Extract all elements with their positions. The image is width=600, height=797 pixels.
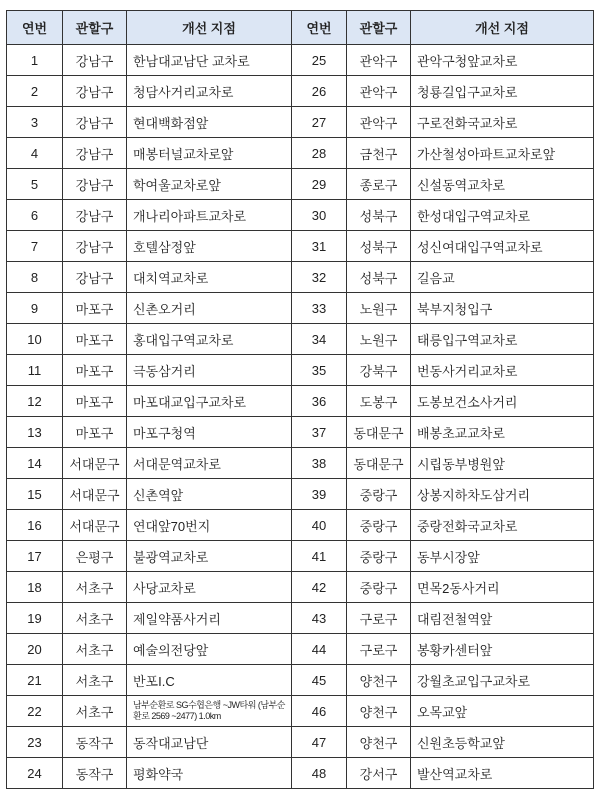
header-district: 관할구 xyxy=(347,11,411,45)
location-cell: 불광역교차로 xyxy=(127,541,292,572)
district-cell: 구로구 xyxy=(347,603,411,634)
row-number-cell: 12 xyxy=(7,386,63,417)
table-row xyxy=(7,231,594,262)
district-cell: 강남구 xyxy=(63,200,127,231)
row-number-cell: 31 xyxy=(292,231,347,262)
header-location: 개선 지점 xyxy=(411,11,594,45)
table-row xyxy=(7,386,594,417)
district-cell: 강남구 xyxy=(63,231,127,262)
table-row xyxy=(7,45,594,76)
table-row xyxy=(7,758,594,789)
district-cell: 동작구 xyxy=(63,727,127,758)
district-cell: 금천구 xyxy=(347,138,411,169)
location-cell: 번동사거리교차로 xyxy=(411,355,594,386)
table-row xyxy=(7,634,594,665)
row-number-cell: 18 xyxy=(7,572,63,603)
location-cell: 중랑전화국교차로 xyxy=(411,510,594,541)
district-cell: 양천구 xyxy=(347,665,411,696)
district-cell: 동대문구 xyxy=(347,417,411,448)
district-cell: 성북구 xyxy=(347,262,411,293)
table-row xyxy=(7,169,594,200)
header-number: 연번 xyxy=(7,11,63,45)
row-number-cell: 43 xyxy=(292,603,347,634)
row-number-cell: 15 xyxy=(7,479,63,510)
location-cell: 예술의전당앞 xyxy=(127,634,292,665)
location-cell: 청담사거리교차로 xyxy=(127,76,292,107)
district-cell: 강남구 xyxy=(63,45,127,76)
row-number-cell: 19 xyxy=(7,603,63,634)
table-row xyxy=(7,727,594,758)
table-row xyxy=(7,107,594,138)
district-cell: 서초구 xyxy=(63,665,127,696)
location-cell: 북부지청입구 xyxy=(411,293,594,324)
row-number-cell: 33 xyxy=(292,293,347,324)
district-cell: 노원구 xyxy=(347,293,411,324)
row-number-cell: 46 xyxy=(292,696,347,727)
row-number-cell: 35 xyxy=(292,355,347,386)
row-number-cell: 4 xyxy=(7,138,63,169)
row-number-cell: 26 xyxy=(292,76,347,107)
row-number-cell: 20 xyxy=(7,634,63,665)
location-cell: 가산철성아파트교차로앞 xyxy=(411,138,594,169)
district-cell: 서대문구 xyxy=(63,479,127,510)
location-cell: 면목2동사거리 xyxy=(411,572,594,603)
district-cell: 구로구 xyxy=(347,634,411,665)
row-number-cell: 32 xyxy=(292,262,347,293)
table-row xyxy=(7,200,594,231)
location-cell: 배봉초교교차로 xyxy=(411,417,594,448)
row-number-cell: 48 xyxy=(292,758,347,789)
district-cell: 서초구 xyxy=(63,696,127,727)
location-cell: 발산역교차로 xyxy=(411,758,594,789)
district-cell: 강남구 xyxy=(63,107,127,138)
table-row xyxy=(7,262,594,293)
location-cell: 서대문역교차로 xyxy=(127,448,292,479)
location-cell: 강월초교입구교차로 xyxy=(411,665,594,696)
district-cell: 마포구 xyxy=(63,324,127,355)
district-cell: 서초구 xyxy=(63,634,127,665)
location-cell: 길음교 xyxy=(411,262,594,293)
row-number-cell: 23 xyxy=(7,727,63,758)
table-row xyxy=(7,76,594,107)
location-cell: 관악구청앞교차로 xyxy=(411,45,594,76)
row-number-cell: 41 xyxy=(292,541,347,572)
location-cell: 청룡길입구교차로 xyxy=(411,76,594,107)
district-cell: 양천구 xyxy=(347,696,411,727)
row-number-cell: 28 xyxy=(292,138,347,169)
location-cell: 신촌역앞 xyxy=(127,479,292,510)
row-number-cell: 30 xyxy=(292,200,347,231)
row-number-cell: 14 xyxy=(7,448,63,479)
location-cell: 연대앞70번지 xyxy=(127,510,292,541)
location-cell: 호텔삼정앞 xyxy=(127,231,292,262)
table-row xyxy=(7,541,594,572)
row-number-cell: 39 xyxy=(292,479,347,510)
row-number-cell: 25 xyxy=(292,45,347,76)
improvement-locations-table xyxy=(6,10,594,789)
district-cell: 도봉구 xyxy=(347,386,411,417)
district-cell: 중랑구 xyxy=(347,510,411,541)
location-cell: 동부시장앞 xyxy=(411,541,594,572)
row-number-cell: 9 xyxy=(7,293,63,324)
location-cell: 극동삼거리 xyxy=(127,355,292,386)
row-number-cell: 29 xyxy=(292,169,347,200)
location-cell: 태릉입구역교차로 xyxy=(411,324,594,355)
location-cell: 시립동부병원앞 xyxy=(411,448,594,479)
table-row xyxy=(7,138,594,169)
header-district: 관할구 xyxy=(63,11,127,45)
location-cell: 대치역교차로 xyxy=(127,262,292,293)
row-number-cell: 3 xyxy=(7,107,63,138)
location-cell: 학여울교차로앞 xyxy=(127,169,292,200)
table-row xyxy=(7,355,594,386)
table-row xyxy=(7,324,594,355)
header-number: 연번 xyxy=(292,11,347,45)
district-cell: 서초구 xyxy=(63,572,127,603)
table-row xyxy=(7,293,594,324)
location-cell: 한성대입구역교차로 xyxy=(411,200,594,231)
row-number-cell: 10 xyxy=(7,324,63,355)
row-number-cell: 16 xyxy=(7,510,63,541)
district-cell: 강남구 xyxy=(63,262,127,293)
location-cell: 대림전철역앞 xyxy=(411,603,594,634)
table-row xyxy=(7,510,594,541)
row-number-cell: 7 xyxy=(7,231,63,262)
row-number-cell: 44 xyxy=(292,634,347,665)
district-cell: 동작구 xyxy=(63,758,127,789)
row-number-cell: 22 xyxy=(7,696,63,727)
location-cell: 남부순환로 SG수협은행 ~JW타워 (남부순환로 2569 ~2477) 1.0km xyxy=(127,696,292,727)
district-cell: 강북구 xyxy=(347,355,411,386)
location-cell: 매봉터널교차로앞 xyxy=(127,138,292,169)
table-row xyxy=(7,572,594,603)
table-row xyxy=(7,417,594,448)
row-number-cell: 2 xyxy=(7,76,63,107)
location-cell: 오목교앞 xyxy=(411,696,594,727)
location-cell: 평화약국 xyxy=(127,758,292,789)
location-cell: 홍대입구역교차로 xyxy=(127,324,292,355)
district-cell: 노원구 xyxy=(347,324,411,355)
location-cell: 신촌오거리 xyxy=(127,293,292,324)
row-number-cell: 37 xyxy=(292,417,347,448)
district-cell: 중랑구 xyxy=(347,572,411,603)
location-cell: 신원초등학교앞 xyxy=(411,727,594,758)
district-cell: 성북구 xyxy=(347,200,411,231)
row-number-cell: 13 xyxy=(7,417,63,448)
district-cell: 동대문구 xyxy=(347,448,411,479)
row-number-cell: 47 xyxy=(292,727,347,758)
district-cell: 성북구 xyxy=(347,231,411,262)
row-number-cell: 38 xyxy=(292,448,347,479)
district-cell: 마포구 xyxy=(63,386,127,417)
location-cell: 제일약품사거리 xyxy=(127,603,292,634)
table-row xyxy=(7,448,594,479)
district-cell: 강남구 xyxy=(63,138,127,169)
location-cell: 성신여대입구역교차로 xyxy=(411,231,594,262)
row-number-cell: 34 xyxy=(292,324,347,355)
location-cell: 상봉지하차도삼거리 xyxy=(411,479,594,510)
location-cell: 봉황카센터앞 xyxy=(411,634,594,665)
row-number-cell: 21 xyxy=(7,665,63,696)
table-row xyxy=(7,665,594,696)
row-number-cell: 11 xyxy=(7,355,63,386)
location-cell: 마포대교입구교차로 xyxy=(127,386,292,417)
location-cell: 현대백화점앞 xyxy=(127,107,292,138)
row-number-cell: 42 xyxy=(292,572,347,603)
district-cell: 강남구 xyxy=(63,76,127,107)
location-cell: 사당교차로 xyxy=(127,572,292,603)
location-cell: 신설동역교차로 xyxy=(411,169,594,200)
district-cell: 은평구 xyxy=(63,541,127,572)
location-cell: 동작대교남단 xyxy=(127,727,292,758)
row-number-cell: 27 xyxy=(292,107,347,138)
district-cell: 중랑구 xyxy=(347,479,411,510)
location-cell: 반포I.C xyxy=(127,665,292,696)
district-cell: 양천구 xyxy=(347,727,411,758)
district-cell: 마포구 xyxy=(63,293,127,324)
location-cell: 구로전화국교차로 xyxy=(411,107,594,138)
row-number-cell: 24 xyxy=(7,758,63,789)
district-cell: 서초구 xyxy=(63,603,127,634)
header-location: 개선 지점 xyxy=(127,11,292,45)
district-cell: 마포구 xyxy=(63,417,127,448)
district-cell: 강서구 xyxy=(347,758,411,789)
district-cell: 서대문구 xyxy=(63,448,127,479)
row-number-cell: 6 xyxy=(7,200,63,231)
row-number-cell: 5 xyxy=(7,169,63,200)
row-number-cell: 36 xyxy=(292,386,347,417)
row-number-cell: 40 xyxy=(292,510,347,541)
district-cell: 서대문구 xyxy=(63,510,127,541)
location-cell: 마포구청역 xyxy=(127,417,292,448)
location-cell: 개나리아파트교차로 xyxy=(127,200,292,231)
row-number-cell: 1 xyxy=(7,45,63,76)
district-cell: 관악구 xyxy=(347,45,411,76)
row-number-cell: 17 xyxy=(7,541,63,572)
district-cell: 종로구 xyxy=(347,169,411,200)
table-row xyxy=(7,603,594,634)
table-row xyxy=(7,479,594,510)
header-row xyxy=(7,11,594,45)
district-cell: 관악구 xyxy=(347,76,411,107)
row-number-cell: 8 xyxy=(7,262,63,293)
district-cell: 관악구 xyxy=(347,107,411,138)
location-cell: 한남대교남단 교차로 xyxy=(127,45,292,76)
district-cell: 중랑구 xyxy=(347,541,411,572)
district-cell: 강남구 xyxy=(63,169,127,200)
table-row xyxy=(7,696,594,727)
row-number-cell: 45 xyxy=(292,665,347,696)
district-cell: 마포구 xyxy=(63,355,127,386)
location-cell: 도봉보건소사거리 xyxy=(411,386,594,417)
